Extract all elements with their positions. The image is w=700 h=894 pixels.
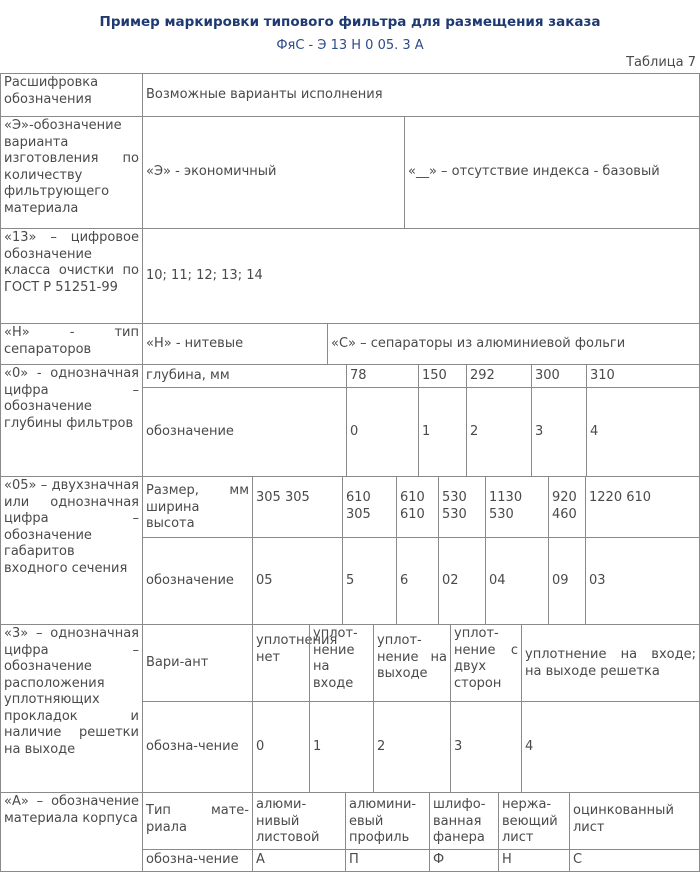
row-e-description: «Э»-обозначение варианта изготовления по количеству фильтрующего материала	[0, 116, 143, 229]
row-05-code-value: 5	[342, 537, 397, 625]
row-e-option-economy-text: «Э» - экономичный	[146, 164, 277, 180]
row-0-depth-value: 150	[418, 364, 467, 388]
row-a-code-value: Ф	[429, 849, 499, 872]
row-0-depth-value: 310	[586, 364, 700, 388]
row-0-depth-value: 300	[531, 364, 587, 388]
header-cell-variants	[142, 73, 700, 117]
row-3-variant-value: уплот-нение на выходе	[373, 624, 451, 702]
row-13-values	[142, 228, 700, 324]
row-3-code-value: 2	[373, 701, 451, 793]
row-3-variant-label-text: Вари-ант	[146, 654, 209, 670]
row-05-size-value: 610 305	[342, 476, 397, 538]
row-3-code-value: 0	[252, 701, 310, 793]
row-3-variant-value: уплот-нение с двух сторон	[450, 624, 522, 702]
row-13-description: «13» – цифровое обозначение класса очистки по ГОСТ Р 51251-99	[0, 228, 143, 324]
row-a-material-value: нержа-веющий лист	[498, 792, 570, 850]
row-h-description: «Н» - тип сепараторов	[0, 323, 143, 365]
row-a-code-label	[142, 849, 253, 872]
row-05-code-value: 03	[585, 537, 700, 625]
row-a-code-label-text: обозна-чение	[146, 852, 239, 868]
row-0-code-value: 1	[418, 387, 467, 477]
row-h-option-thread-text: «Н» - нитевые	[146, 335, 244, 351]
filter-code: ФяС - Э 13 Н 0 05. 3 А	[276, 38, 424, 53]
row-05-code-value: 05	[252, 537, 343, 625]
row-a-code-value: Н	[498, 849, 570, 872]
page-title: Пример маркировки типового фильтра для размещения заказа	[99, 14, 601, 30]
header-variants-label: Возможные варианты исполнения	[146, 86, 383, 102]
row-0-depth-value: 78	[346, 364, 419, 388]
row-h-option-foil-text: «С» – сепараторы из алюминиевой фольги	[331, 335, 626, 351]
row-05-size-value: 305 305	[252, 476, 343, 538]
row-a-code-value: С	[569, 849, 700, 872]
row-e-option-economy	[142, 116, 405, 229]
row-0-code-value: 3	[531, 387, 587, 477]
row-0-depth-label	[142, 364, 347, 388]
row-05-size-value: 920 460	[548, 476, 586, 538]
row-3-description: «3» – однозначная цифра – обозначение расположения уплотняющих прокладок и наличие решетки на выходе	[0, 624, 143, 793]
row-3-variant-value: уплотнения нет	[252, 624, 310, 702]
row-0-code-label-text: обозначение	[146, 423, 234, 439]
row-a-code-value: П	[345, 849, 430, 872]
row-a-material-value: алюмини-евый профиль	[345, 792, 430, 850]
row-05-code-value: 6	[396, 537, 439, 625]
row-05-size-value: 610 610	[396, 476, 439, 538]
row-3-code-label-text: обозна-чение	[146, 738, 239, 754]
row-0-code-value: 0	[346, 387, 419, 477]
row-0-code-label	[142, 387, 347, 477]
row-13-values-text: 10; 11; 12; 13; 14	[146, 267, 263, 283]
row-a-material-value: шлифо-ванная фанера	[429, 792, 499, 850]
row-h-option-thread	[142, 323, 328, 365]
row-05-description: «05» – двухзначная или однозначная цифра – обозначение габаритов входного сечения	[0, 476, 143, 625]
row-0-depth-label-text: глубина, мм	[146, 367, 230, 383]
row-e-option-basic-text: «__» – отсутствие индекса - базовый	[408, 164, 660, 180]
row-3-variant-label	[142, 624, 253, 702]
row-e-option-basic	[404, 116, 700, 229]
header-cell-decoding: Расшифровка обозначения	[0, 73, 143, 117]
row-0-code-value: 4	[586, 387, 700, 477]
row-05-code-label-text: обозначение	[146, 572, 234, 588]
row-3-code-value: 3	[450, 701, 522, 793]
table-number: Таблица 7	[626, 55, 696, 70]
row-3-code-value: 1	[309, 701, 374, 793]
row-05-size-label: Размер, мм ширина высота	[142, 476, 253, 538]
row-3-variant-value: уплот-нение на входе	[309, 624, 374, 702]
row-05-size-value: 530 530	[438, 476, 486, 538]
row-05-code-label	[142, 537, 253, 625]
row-05-code-value: 02	[438, 537, 486, 625]
row-h-option-foil	[327, 323, 700, 365]
row-0-code-value: 2	[466, 387, 532, 477]
row-3-code-label	[142, 701, 253, 793]
row-3-variant-value: уплотнение на входе; на выходе решетка	[521, 624, 700, 702]
row-3-code-value: 4	[521, 701, 700, 793]
row-05-code-value: 09	[548, 537, 586, 625]
row-0-depth-value: 292	[466, 364, 532, 388]
row-a-material-label: Тип мате-риала	[142, 792, 253, 850]
row-a-description: «А» – обозначение материала корпуса	[0, 792, 143, 872]
row-05-code-value: 04	[485, 537, 549, 625]
row-0-description: «0» - однозначная цифра – обозначение глубины фильтров	[0, 364, 143, 477]
row-a-code-value: А	[252, 849, 346, 872]
row-05-size-value: 1130 530	[485, 476, 549, 538]
row-a-material-value: оцинкованный лист	[569, 792, 700, 850]
row-05-size-value: 1220 610	[585, 476, 700, 538]
row-a-material-value: алюми-нивый листовой	[252, 792, 346, 850]
